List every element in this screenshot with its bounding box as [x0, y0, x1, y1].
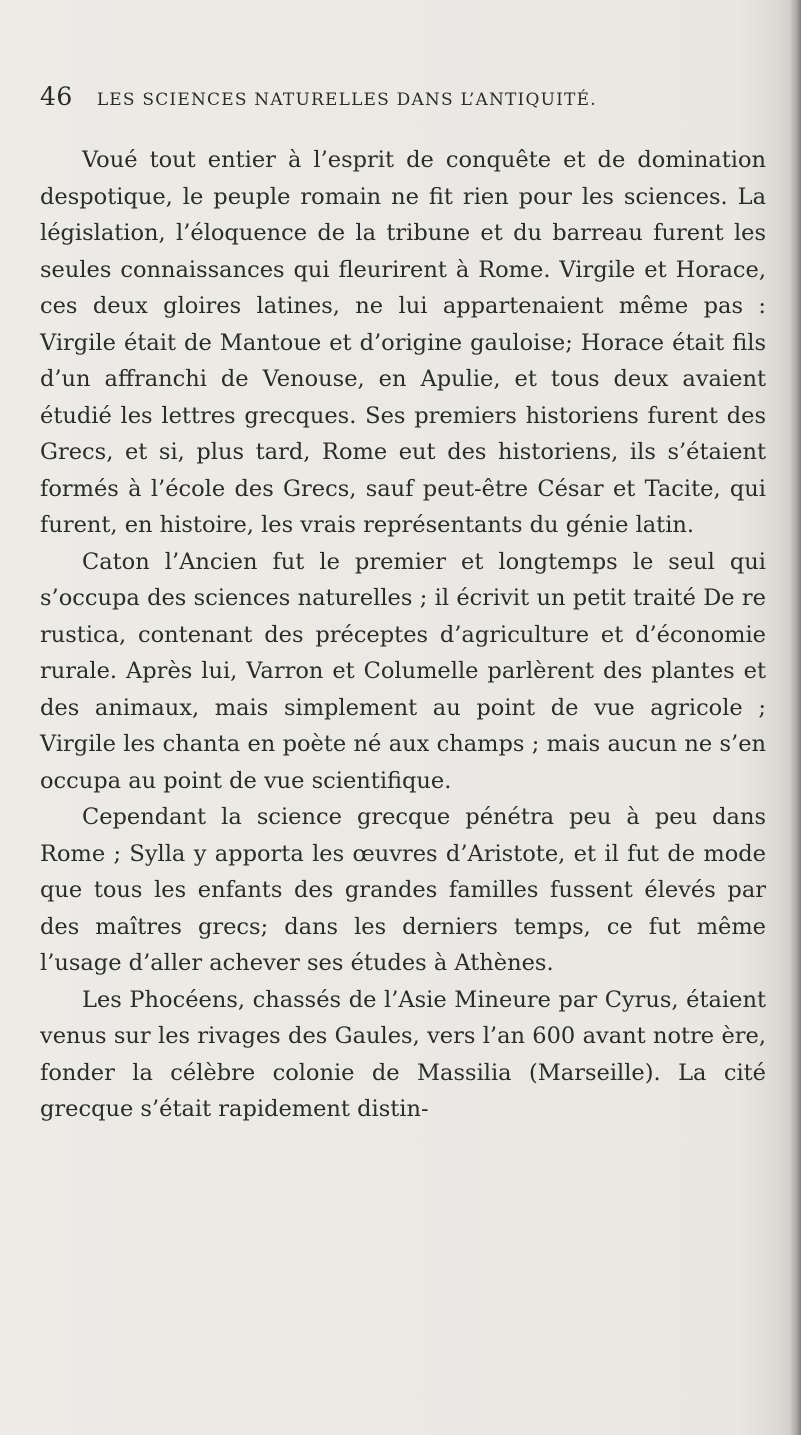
- body-text: [40, 142, 766, 1128]
- paragraph-1: Voué tout entier à l’esprit de conquête et de domination despotique, le peuple romain ne fit rien pour les sciences. La législation, l’éloquence de la tribune et du barreau furent les seules connaissances qui fleurirent à Rome. Virgile et Horace, ces deux gloires latines, ne lui appartenaient même pas : Virgile était de Mantoue et d’origine gauloise; Horace était fils d’un affranchi de Venouse, en Apulie, et tous deux avaient étudié les lettres grecques. Ses premiers historiens furent des Grecs, et si, plus tard, Rome eut des historiens, ils s’étaient formés à l’école des Grecs, sauf peut-être César et Tacite, qui furent, en histoire, les vrais représentants du génie latin.: [40, 147, 766, 538]
- paragraph-4: Les Phocéens, chassés de l’Asie Mineure par Cyrus, étaient venus sur les rivages des Gaules, vers l’an 600 avant notre ère, fonder la célèbre colonie de Massilia (Marseille). La cité grecque s’était rapidement distin-: [40, 986, 766, 1122]
- paragraph-2: Caton l’Ancien fut le premier et longtemps le seul qui s’occupa des sciences naturelles ; il écrivit un petit traité De re rustica, contenant des préceptes d’agriculture et d’économie rurale. Après lui, Varron et Columelle parlèrent des plantes et des animaux, mais simplement au point de vue agricole ; Virgile les chanta en poète né aux champs ; mais aucun ne s’en occupa au point de vue scientifique.: [40, 548, 766, 794]
- running-title: LES SCIENCES NATURELLES DANS L’ANTIQUITÉ.: [96, 90, 597, 110]
- page-number: 46: [40, 82, 73, 111]
- paragraph-3: Cependant la science grecque pénétra peu à peu dans Rome ; Sylla y apporta les œuvres d’Aristote, et il fut de mode que tous les enfants des grandes familles fussent élevés par des maîtres grecs; dans les derniers temps, ce fut même l’usage d’aller achever ses études à Athènes.: [40, 804, 766, 976]
- running-head: [40, 82, 760, 126]
- page-edge-shadow: [789, 0, 801, 1435]
